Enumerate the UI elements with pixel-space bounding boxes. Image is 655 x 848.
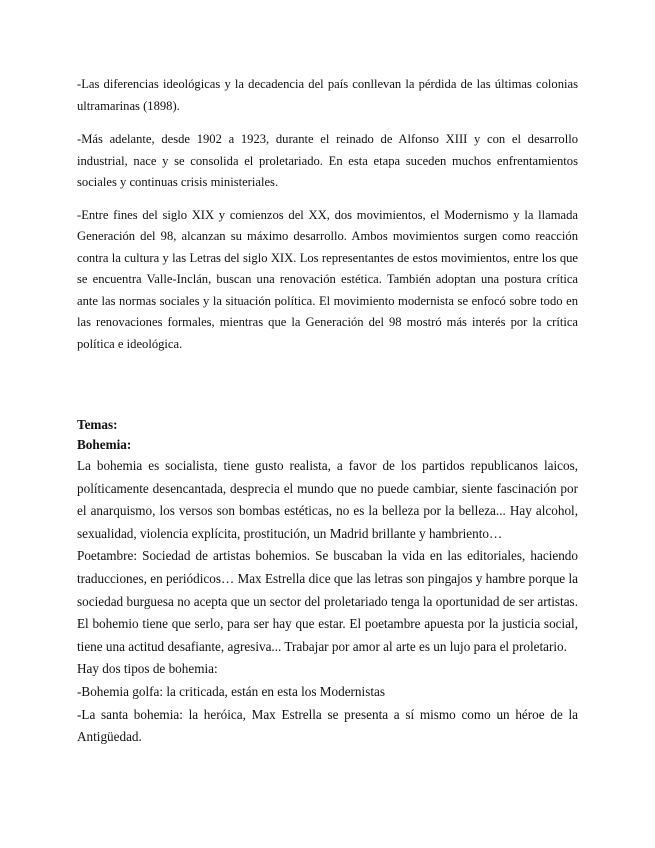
intro-paragraph-colonias: -Las diferencias ideológicas y la decadencia del país conllevan la pérdida de las últimas colonias ultramarinas (1898). [77,77,578,113]
bohemia-paragraph-tipos: Hay dos tipos de bohemia: [77,661,218,677]
section-spacer [77,355,578,415]
bohemia-paragraph-poetambre: Poetambre: Sociedad de artistas bohemios. Se buscaban la vida en las editoriales, haciendo traducciones, en periódicos… Max Estrella dice que las letras son pingajos y hambre porque la sociedad burguesa no acepta que un sector del proletariado tenga la oportunidad de ser artistas. El bohemio tiene que serlo, para ser hay que estar. El poetambre apuesta por la justicia social, tiene una actitud desafiante, agresiva... Trabajar por amor al arte es un lujo para el proletario. [77,548,578,654]
intro-paragraph-movimientos: -Entre fines del siglo XIX y comienzos del XX, dos movimientos, el Modernismo y la llamada Generación del 98, alcanzan su máximo desarrollo. Ambos movimientos surgen como reacción contra la cultura y las Letras del siglo XIX. Los representantes de estos movimientos, entre los que se encuentra Valle-Inclán, buscan una renovación estética. También adoptan una postura crítica ante las normas sociales y la situación política. El movimiento modernista se enfocó sobre todo en las renovaciones formales, mientras que la Generación del 98 mostró más interés por la crítica política e ideológica. [77,207,578,351]
intro-paragraph-proletariado: -Más adelante, desde 1902 a 1923, durante el reinado de Alfonso XIII y con el desarrollo industrial, nace y se consolida el proletariado. En esta etapa suceden muchos enfrentamientos sociales y continuas crisis ministeriales. [77,132,578,189]
bohemia-paragraph-santa: -La santa bohemia: la heróica, Max Estrella se presenta a sí mismo como un héroe de la Antigüedad. [77,706,578,745]
bohemia-heading: Bohemia: [77,437,132,452]
paragraph-spacer [77,117,578,129]
bohemia-paragraph-golfa: -Bohemia golfa: la criticada, están en esta los Modernistas [77,683,385,699]
document-page [77,74,578,749]
temas-heading: Temas: [77,417,118,432]
bohemia-paragraph-description: La bohemia es socialista, tiene gusto realista, a favor de los partidos republicanos laicos, políticamente desencantada, desprecia el mundo que no puede cambiar, siente fascinación por el anarquismo, los versos son bombas estéticas, no es la belleza por la belleza... Hay alcohol, sexualidad, violencia explícita, prostitución, un Madrid brillante y hambriento… [77,458,578,541]
paragraph-spacer [77,194,578,205]
